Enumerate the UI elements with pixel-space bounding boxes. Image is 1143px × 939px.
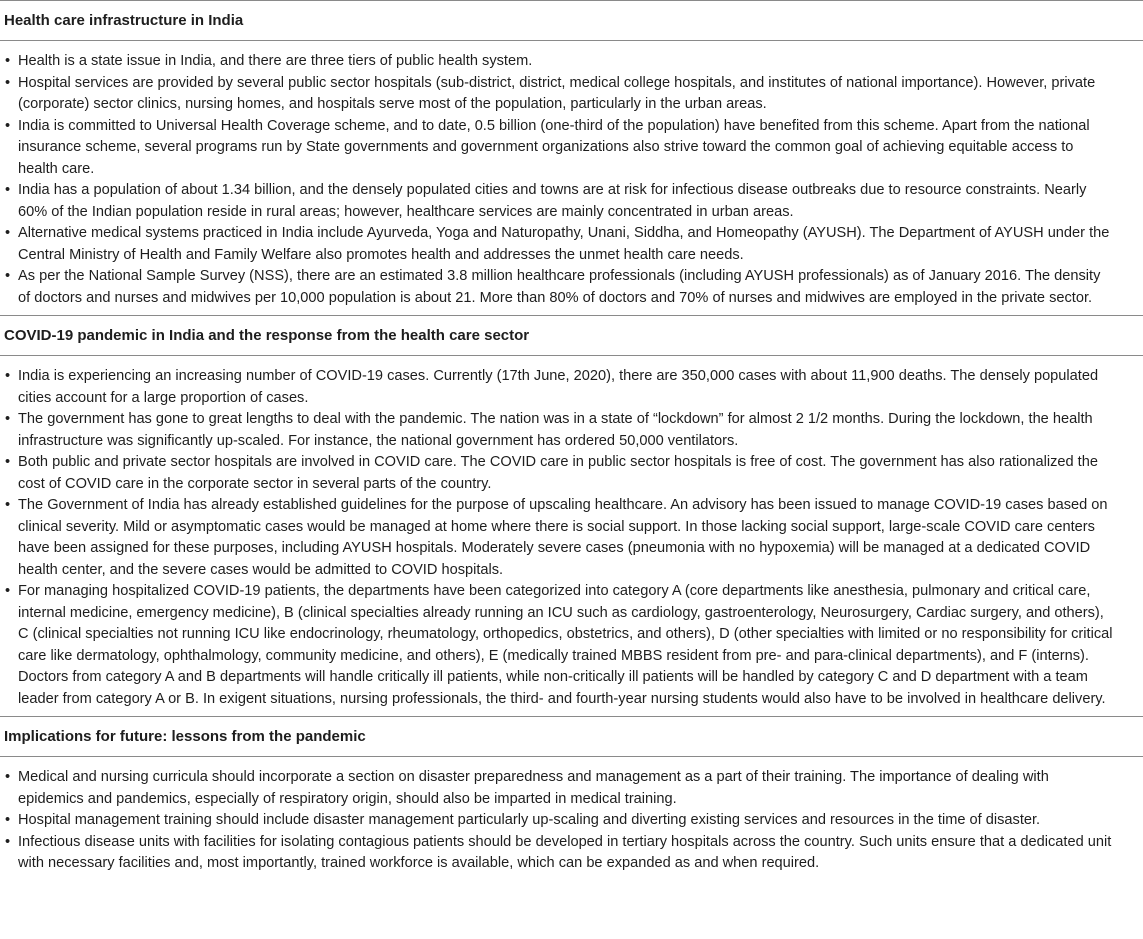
section-covid-response: [0, 316, 1143, 717]
bullet-icon: •: [5, 583, 11, 599]
bullet-icon: •: [5, 117, 11, 134]
section-health-infrastructure: [0, 1, 1143, 316]
bullet-icon: •: [5, 74, 11, 91]
bullet-icon: •: [5, 411, 11, 427]
section-body: [0, 356, 1143, 717]
section-heading: Health care infrastructure in India: [0, 1, 1143, 41]
list-item-text: For managing hospitalized COVID-19 patients, the departments have been categorized into category A (core departments like anesthesia, pulmonary and critical care, internal medicine, emergency medicine), B (clinical specialties already running an ICU such as cardiology, gastroenterology, Neurosurgery, Cardiac surgery, and others), C (clinical specialties not running ICU like endocrinology, rheumatology, orthopedics, obstetrics, and others), D (other specialties with limited or no responsibility for critical care like dermatology, ophthalmology, community medicine, and others), E (medically trained MBBS resident from pre- and para-clinical departments), and F (interns). Doctors from category A and B departments will handle critically ill patients, while non-critically ill patients will be handled by category C and D department with a team leader from category A or B. In exigent situations, nursing professionals, the third- and fourth-year nursing students would also have to be involved in healthcare delivery.: [18, 583, 1113, 707]
list-item: [0, 581, 1143, 710]
list-item-text: Alternative medical systems practiced in India include Ayurveda, Yoga and Naturopathy, Unani, Siddha, and Homeopathy (AYUSH). The Department of AYUSH under the Central Ministry of Health and Family Welfare also promotes health and addresses the unmet health care needs.: [18, 225, 1110, 263]
list-item-text: The government has gone to great lengths to deal with the pandemic. The nation was in a state of “lockdown” for almost 2 1/2 months. During the lockdown, the health infrastructure was significantly up-scaled. For instance, the national government has ordered 50,000 ventilators.: [18, 411, 1093, 449]
section-body: [0, 757, 1143, 881]
list-item: [0, 266, 1143, 309]
bullet-icon: •: [5, 182, 11, 198]
list-item: [0, 767, 1143, 810]
list-item: [0, 180, 1143, 223]
bullet-list: [0, 767, 1143, 875]
bullet-icon: •: [5, 454, 11, 470]
bullet-icon: •: [5, 833, 11, 850]
bullet-icon: •: [5, 769, 11, 785]
list-item-text: As per the National Sample Survey (NSS), there are an estimated 3.8 million healthcare professionals (including AYUSH professionals) as of January 2016. The density of doctors and nurses and midwives per 10,000 population is about 21. More than 80% of doctors and 70% of nurses and midwives are employed in the private sector.: [18, 268, 1101, 306]
list-item: [0, 51, 1143, 73]
list-item: [0, 223, 1143, 266]
list-item: [0, 366, 1143, 409]
list-item-text: Medical and nursing curricula should incorporate a section on disaster preparedness and management as a part of their training. The importance of dealing with epidemics and pandemics, especially of respiratory origin, should also be imparted in medical training.: [18, 769, 1049, 807]
list-item-text: Both public and private sector hospitals are involved in COVID care. The COVID care in public sector hospitals is free of cost. The government has also rationalized the cost of COVID care in the corporate sector in several parts of the country.: [18, 454, 1098, 492]
bullet-icon: •: [5, 268, 11, 284]
bullet-icon: •: [5, 497, 11, 513]
section-implications: [0, 717, 1143, 881]
section-heading: Implications for future: lessons from the pandemic: [0, 717, 1143, 757]
list-item: [0, 495, 1143, 581]
section-heading: COVID-19 pandemic in India and the response from the health care sector: [0, 316, 1143, 356]
bullet-icon: •: [5, 368, 11, 384]
list-item: [0, 116, 1143, 181]
section-body: [0, 41, 1143, 316]
list-item-text: Health is a state issue in India, and there are three tiers of public health system.: [18, 53, 533, 69]
list-item-text: Hospital services are provided by several public sector hospitals (sub-district, district, medical college hospitals, and institutes of national importance). However, private (corporate) sector clinics, nursing homes, and hospitals serve most of the population, particularly in the urban areas.: [18, 74, 1096, 112]
bullet-icon: •: [5, 53, 11, 69]
list-item: [0, 810, 1143, 832]
bullet-icon: •: [5, 225, 11, 241]
list-item: [0, 73, 1143, 116]
bullet-list: [0, 51, 1143, 309]
bullet-list: [0, 366, 1143, 710]
bullet-icon: •: [5, 812, 11, 828]
list-item-text: Hospital management training should include disaster management particularly up-scaling and diverting existing services and resources in the time of disaster.: [18, 812, 1041, 828]
list-item-text: The Government of India has already established guidelines for the purpose of upscaling healthcare. An advisory has been issued to manage COVID-19 cases based on clinical severity. Mild or asymptomatic cases would be managed at home where there is social support. In those lacking social support, large-scale COVID care centers have been assigned for these purposes, including AYUSH hospitals. Moderately severe cases (pneumonia with no hypoxemia) will be managed at a dedicated COVID health center, and the severe cases would be admitted to COVID hospitals.: [18, 497, 1108, 578]
list-item-text: India has a population of about 1.34 billion, and the densely populated cities and towns are at risk for infectious disease outbreaks due to resource constraints. Nearly 60% of the Indian population reside in rural areas; however, healthcare services are mainly concentrated in urban areas.: [18, 182, 1087, 220]
list-item: [0, 832, 1143, 875]
list-item-text: India is experiencing an increasing number of COVID-19 cases. Currently (17th June, 2020), there are 350,000 cases with about 11,900 deaths. The densely populated cities account for a large proportion of cases.: [18, 368, 1099, 406]
list-item-text: Infectious disease units with facilities for isolating contagious patients should be developed in tertiary hospitals across the country. Such units ensure that a dedicated unit with necessary facilities and, most importantly, trained workforce is available, which can be expanded as and when required.: [18, 833, 1112, 871]
list-item-text: India is committed to Universal Health Coverage scheme, and to date, 0.5 billion (one-third of the population) have benefited from this scheme. Apart from the national insurance scheme, several programs run by State governments and government organizations also strive toward the common goal of achieving equitable access to health care.: [18, 117, 1090, 177]
list-item: [0, 452, 1143, 495]
list-item: [0, 409, 1143, 452]
